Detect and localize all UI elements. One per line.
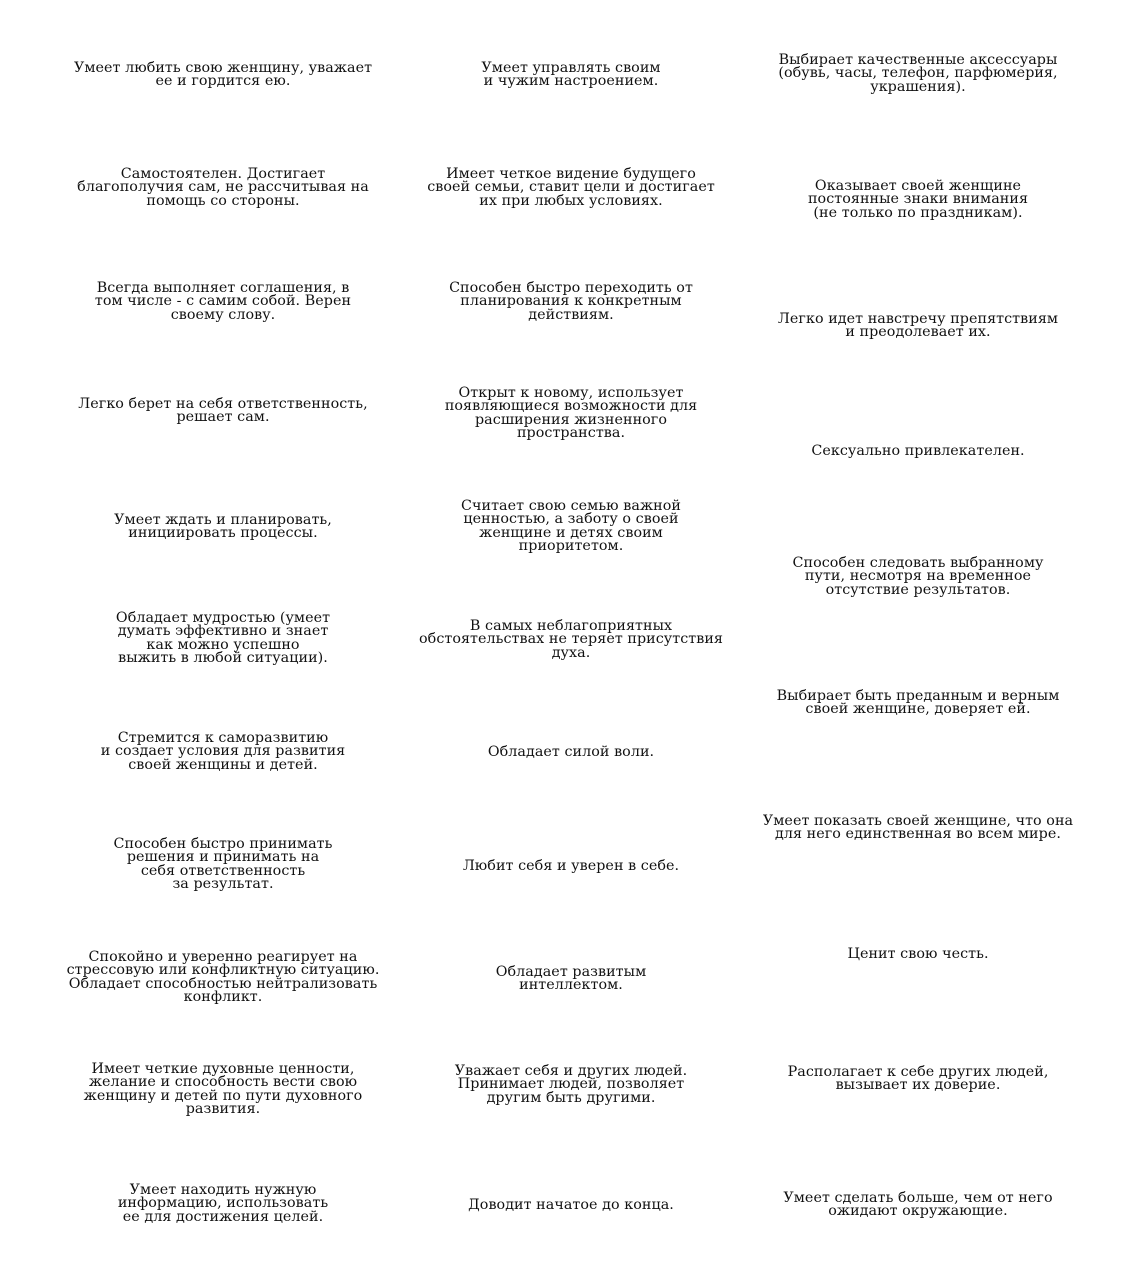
quality-item: Способен быстро принимать решения и принимать на себя ответственность за результат. — [113, 836, 333, 892]
quality-item: Умеет любить свою женщину, уважает ее и гордится ею. — [73, 60, 373, 90]
quality-item: Самостоятелен. Достигает благополучия сам, не рассчитывая на помощь со стороны. — [77, 166, 369, 209]
quality-item: Сексуально привлекателен. — [811, 443, 1025, 459]
quality-item: Легко идет навстречу препятствиям и преодолевает их. — [777, 311, 1059, 341]
quality-item: Умеет показать своей женщине, что она для него единственная во всем мире. — [762, 813, 1074, 843]
quality-item: Умеет находить нужную информацию, использовать ее для достижения целей. — [117, 1182, 329, 1225]
qualities-column-1 — [58, 0, 388, 1280]
quality-item: Выбирает быть преданным и верным своей женщине, доверяет ей. — [776, 688, 1060, 718]
quality-item: Располагает к себе других людей, вызывает их доверие. — [787, 1064, 1049, 1094]
qualities-column-3 — [753, 0, 1083, 1280]
quality-item: Всегда выполняет соглашения, в том числе - с самим собой. Верен своему слову. — [94, 280, 352, 323]
quality-item: В самых неблагоприятных обстоятельствах не теряет присутствия духа. — [419, 618, 723, 661]
quality-item: Любит себя и уверен в себе. — [462, 858, 680, 874]
quality-item: Выбирает качественные аксессуары (обувь, часы, телефон, парфюмерия, украшения). — [778, 52, 1058, 95]
quality-item: Обладает развитым интеллектом. — [495, 964, 647, 994]
quality-item: Умеет ждать и планировать, инициировать процессы. — [114, 512, 332, 542]
quality-item: Имеет четкое видение будущего своей семьи, ставит цели и достигает их при любых условиях. — [427, 166, 715, 209]
quality-item: Ценит свою честь. — [847, 946, 989, 962]
quality-item: Оказывает своей женщине постоянные знаки внимания (не только по праздникам). — [807, 178, 1029, 221]
quality-item: Имеет четкие духовные ценности, желание и способность вести свою женщину и детей по пути духовного развития. — [83, 1061, 363, 1117]
quality-item: Умеет сделать больше, чем от него ожидают окружающие. — [783, 1190, 1053, 1220]
quality-item: Легко берет на себя ответственность, решает сам. — [78, 396, 368, 426]
quality-item: Доводит начатое до конца. — [468, 1197, 674, 1213]
quality-item: Спокойно и уверенно реагирует на стрессовую или конфликтную ситуацию. Обладает способностью нейтрализовать конфликт. — [66, 949, 380, 1005]
quality-item: Способен быстро переходить от планирования к конкретным действиям. — [449, 280, 693, 323]
quality-item: Уважает себя и других людей. Принимает людей, позволяет другим быть другими. — [454, 1063, 688, 1106]
quality-item: Стремится к саморазвитию и создает условия для развития своей женщины и детей. — [100, 730, 346, 773]
quality-item: Обладает мудростью (умеет думать эффективно и знает как можно успешно выжить в любой ситуации). — [115, 610, 331, 666]
quality-item: Считает свою семью важной ценностью, а заботу о своей женщине и детях своим приоритетом. — [461, 498, 681, 554]
quality-item: Открыт к новому, использует появляющиеся возможности для расширения жизненного пространства. — [444, 385, 698, 441]
quality-item: Обладает силой воли. — [487, 744, 655, 760]
qualities-column-2 — [406, 0, 736, 1280]
quality-item: Умеет управлять своим и чужим настроением. — [481, 60, 661, 90]
quality-item: Способен следовать выбранному пути, несмотря на временное отсутствие результатов. — [792, 555, 1044, 598]
